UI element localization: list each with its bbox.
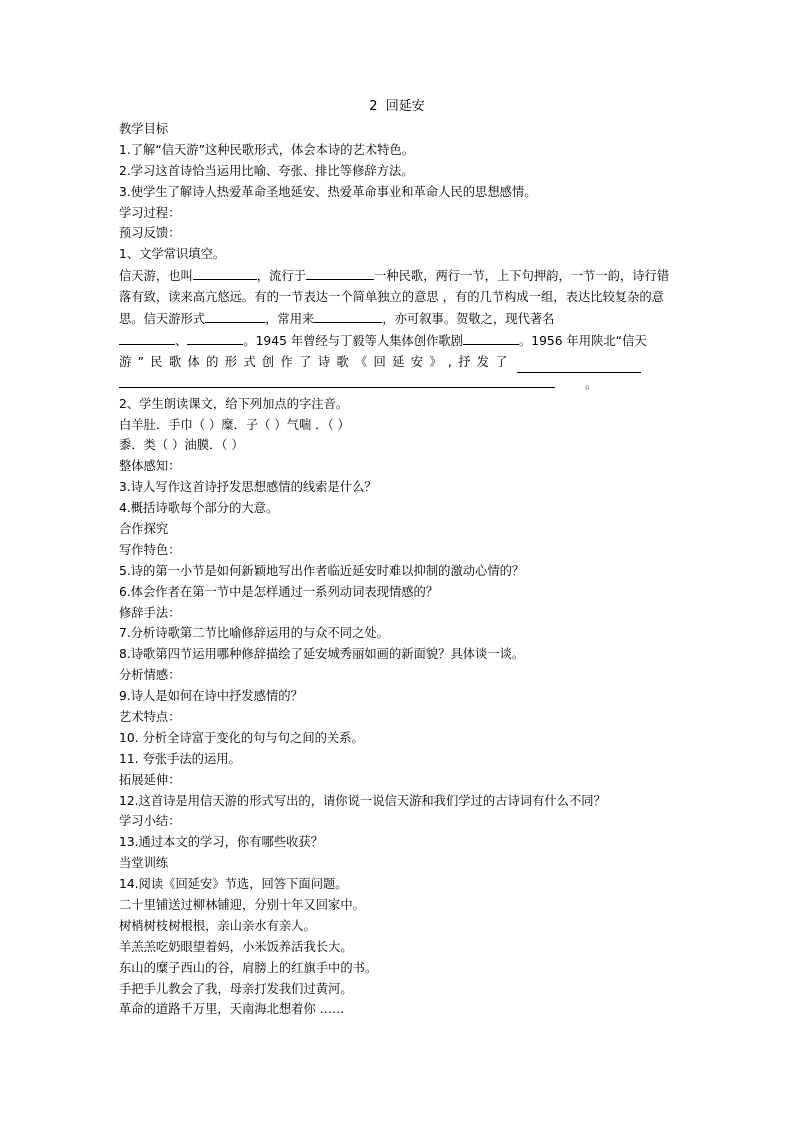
fill-text: ，流行于 [256,269,306,284]
fill-text: 。 [585,376,598,391]
text-line: 1、文学常识填空。 [119,247,226,262]
text-line: 12.这首诗是用信天游的形式写出的，请你说一说信天游和我们学过的古诗词有什么不同？ [119,793,606,808]
answer-blank[interactable] [205,308,265,323]
text-line: 2、学生朗读课文，给下列加点的字注音。 [119,396,349,411]
fill-text: 。1945 年曾经与丁毅等人集体创作歌剧 [243,333,463,348]
fill-text: ，常用来 [265,312,315,327]
answer-blank[interactable] [193,265,257,280]
text-line: 预习反馈： [119,226,181,241]
text-line: 7.分析诗歌第二节比喻修辞运用的与众不同之处。 [119,626,389,641]
fill-text: 信天游，也叫 [119,269,193,284]
text-line: 整体感知： [119,459,181,474]
page-title: 2 回延安 [369,99,425,114]
fill-text: 。1956 年用陕北“信天 [518,333,647,348]
text-line: 10. 分析全诗富于变化的句与句之间的关系。 [119,730,364,745]
text-line: 8.诗歌第四节运用哪种修辞描绘了延安城秀丽如画的新面貌？具体谈一谈。 [119,647,525,662]
text-line: 学习小结： [119,814,181,829]
text-line: 拓展延伸： [119,772,181,787]
text-line: 2.学习这首诗恰当运用比喻、夸张、排比等修辞方法。 [119,163,414,178]
text-line: 当堂训练 [119,856,169,871]
text-line: 教学目标 [119,122,169,136]
text-line: 6.体会作者在第一节中是怎样通过一系列动词表现情感的？ [119,584,439,599]
fill-line [119,352,675,373]
poem-line: 二十里铺送过柳林铺迎，分别十年又回家中。 [119,898,365,913]
poem-line: 革命的道路千万里，天南海北想着你 …… [119,1002,345,1017]
text-line: 9.诗人是如何在诗中抒发感情的？ [119,689,303,704]
answer-blank[interactable] [517,358,641,373]
answer-blank[interactable] [314,308,382,323]
text-line: 5.诗的第一小节是如何新颖地写出作者临近延安时难以抑制的激动心情的？ [119,563,525,578]
fill-text: 、 [175,333,188,348]
answer-blank[interactable] [119,373,555,388]
text-line: 合作探究 [119,521,169,536]
answer-blank[interactable] [119,330,175,345]
answer-blank[interactable] [463,330,519,345]
text-line: 11. 夸张手法的运用。 [119,751,241,766]
fill-text: ，亦可叙事。贺敬之，现代著名 [382,312,555,327]
poem-line: 羊羔羔吃奶眼望着妈，小米饭养活我长大。 [119,939,353,954]
text-line: 4.概括诗歌每个部分的大意。 [119,501,279,516]
text-line: 分析情感： [119,668,181,683]
text-line: 14.阅读《回延安》节选，回答下面问题。 [119,877,348,892]
answer-blank[interactable] [187,330,243,345]
fill-in-paragraph [119,265,675,352]
text-line: 白羊肚．手巾（ ）糜．子（ ）气喘 ．（ ） [119,417,350,432]
text-line: 修辞手法： [119,605,181,620]
poem-line: 东山的糜子西山的谷，肩膀上的红旗手中的书。 [119,960,378,975]
text-line: 3.诗人写作这首诗抒发思想感情的线索是什么？ [119,480,377,495]
text-line: 13.通过本文的学习，你有哪些收获？ [119,835,324,850]
fill-line [119,373,675,394]
text-line: 3.使学生了解诗人热爱革命圣地延安、热爱革命事业和革命人民的思想感情。 [119,184,537,199]
poem-line: 手把手儿教会了我，母亲打发我们过黄河。 [119,981,353,996]
fill-text: 一种民歌，两行一节，上下句押韵，一节一韵，诗行错落有致，读来高亢悠远。有的一节表达一个简单独立的意思 ，有的几节构成一组，表达比较复杂的意思。信天游形式 [119,269,670,327]
poem-line: 树梢树枝树根根，亲山亲水有亲人。 [119,918,316,933]
fill-text: 游 ” 民 歌 体 的 形 式 创 作 了 诗 歌 《 回 延 安 》 , 抒 发 了 [119,354,509,369]
text-line: 写作特色： [119,542,181,557]
text-line: 1.了解“信天游”这种民歌形式，体会本诗的艺术特色。 [119,142,415,157]
text-line: 艺术特点： [119,710,181,724]
text-line: 学习过程： [119,205,181,220]
answer-blank[interactable] [306,265,374,280]
document-body [119,119,675,1020]
text-line: 黍．类（ ）油膜．（ ） [119,438,244,453]
